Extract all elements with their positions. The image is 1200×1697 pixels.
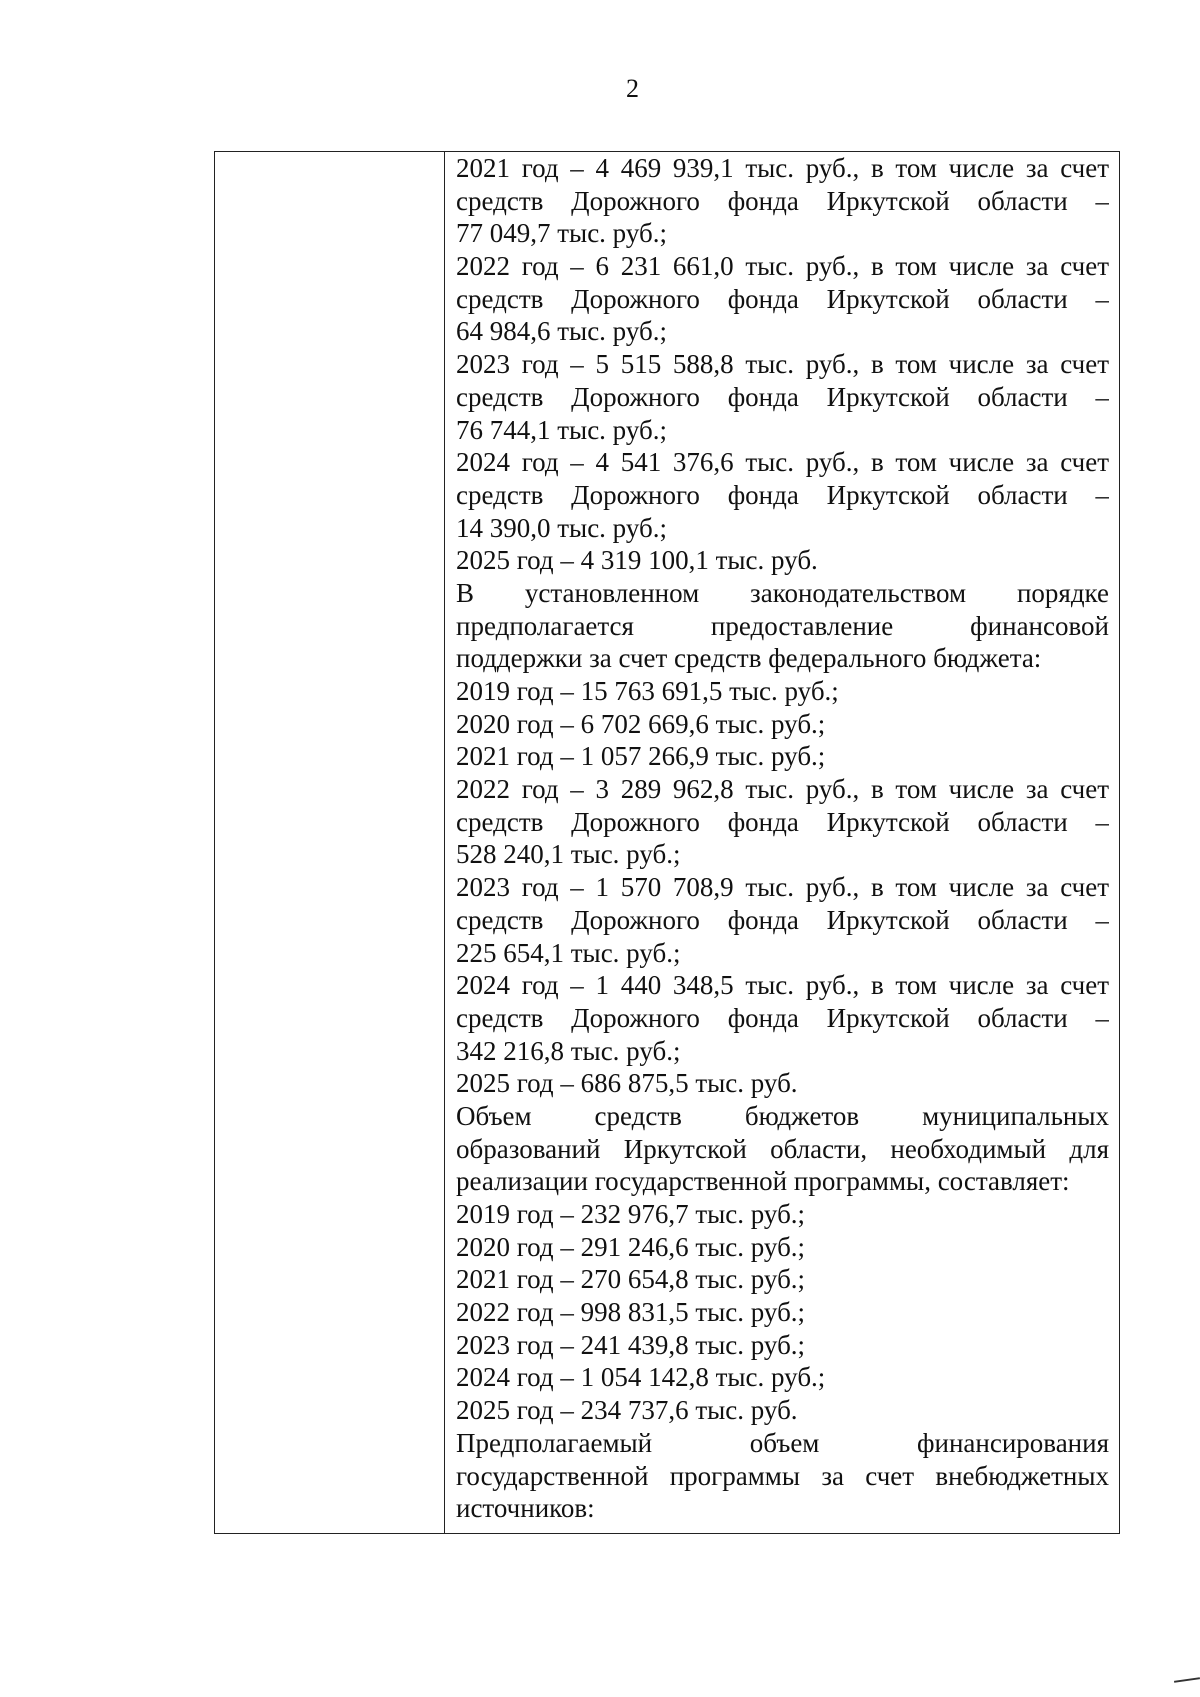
text-line: 2020 год – 6 702 669,6 тыс. руб.; [456, 708, 826, 739]
text-line: источников: [456, 1493, 595, 1524]
text-line: поддержки за счет средств федерального бюджета: [456, 643, 1042, 674]
text-line: 2021 год – 270 654,8 тыс. руб.; [456, 1264, 806, 1295]
text-line: 2019 год – 232 976,7 тыс. руб.; [456, 1199, 806, 1229]
text-line: 14 390,0 тыс. руб.; [456, 512, 667, 543]
text-line: средств Дорожного фонда Иркутской области – [456, 381, 1109, 412]
text-line: 2021 год – 4 469 939,1 тыс. руб., в том числе за счет [456, 153, 1109, 183]
text-line: средств Дорожного фонда Иркутской области – [456, 904, 1109, 935]
table-left-cell [215, 152, 445, 1533]
text-line: средств Дорожного фонда Иркутской области – [456, 806, 1109, 837]
text-line: 2022 год – 3 289 962,8 тыс. руб., в том числе за счет [456, 774, 1109, 805]
text-line: 2019 год – 15 763 691,5 тыс. руб.; [456, 676, 839, 706]
text-line: средств Дорожного фонда Иркутской области – [456, 1002, 1109, 1033]
text-line: Объем средств бюджетов муниципальных [456, 1100, 1109, 1131]
text-line: средств Дорожного фонда Иркутской области – [456, 479, 1109, 510]
text-line: 2024 год – 1 054 142,8 тыс. руб.; [456, 1362, 826, 1393]
text-line: 2022 год – 998 831,5 тыс. руб.; [456, 1297, 806, 1328]
text-line: 2020 год – 291 246,6 тыс. руб.; [456, 1231, 806, 1262]
text-line: Предполагаемый объем финансирования [456, 1427, 1109, 1458]
text-line: 528 240,1 тыс. руб.; [456, 839, 681, 870]
table-right-cell [445, 152, 1119, 1533]
text-line: государственной программы за счет внебюджетных [456, 1460, 1109, 1491]
text-line: 2024 год – 1 440 348,5 тыс. руб., в том числе за счет [456, 970, 1109, 1001]
financing-table [214, 151, 1120, 1534]
text-line: средств Дорожного фонда Иркутской области – [456, 283, 1109, 314]
text-line: 77 049,7 тыс. руб.; [456, 218, 667, 249]
text-line: 76 744,1 тыс. руб.; [456, 414, 667, 445]
text-line: 2024 год – 4 541 376,6 тыс. руб., в том числе за счет [456, 447, 1109, 478]
text-line: 2023 год – 1 570 708,9 тыс. руб., в том числе за счет [456, 872, 1109, 903]
text-line: 2023 год – 241 439,8 тыс. руб.; [456, 1329, 806, 1360]
text-line: 225 654,1 тыс. руб.; [456, 937, 681, 968]
text-line: 2021 год – 1 057 266,9 тыс. руб.; [456, 741, 826, 772]
text-line: 2022 год – 6 231 661,0 тыс. руб., в том числе за счет [456, 251, 1109, 282]
text-line: В установленном законодательством порядке [456, 577, 1109, 608]
page-number: 2 [626, 74, 639, 103]
text-line: 2025 год – 234 737,6 тыс. руб. [456, 1395, 798, 1426]
text-line: 342 216,8 тыс. руб.; [456, 1035, 681, 1066]
text-line: предполагается предоставление финансовой [456, 610, 1109, 641]
corner-pen-mark [1174, 1677, 1200, 1683]
text-line: 2023 год – 5 515 588,8 тыс. руб., в том числе за счет [456, 349, 1109, 380]
text-line: средств Дорожного фонда Иркутской области – [456, 185, 1109, 216]
text-line: 2025 год – 4 319 100,1 тыс. руб. [456, 545, 818, 576]
text-line: образований Иркутской области, необходимый для [456, 1133, 1109, 1164]
text-line: реализации государственной программы, составляет: [456, 1166, 1070, 1197]
text-line: 2025 год – 686 875,5 тыс. руб. [456, 1068, 798, 1099]
text-line: 64 984,6 тыс. руб.; [456, 316, 667, 347]
